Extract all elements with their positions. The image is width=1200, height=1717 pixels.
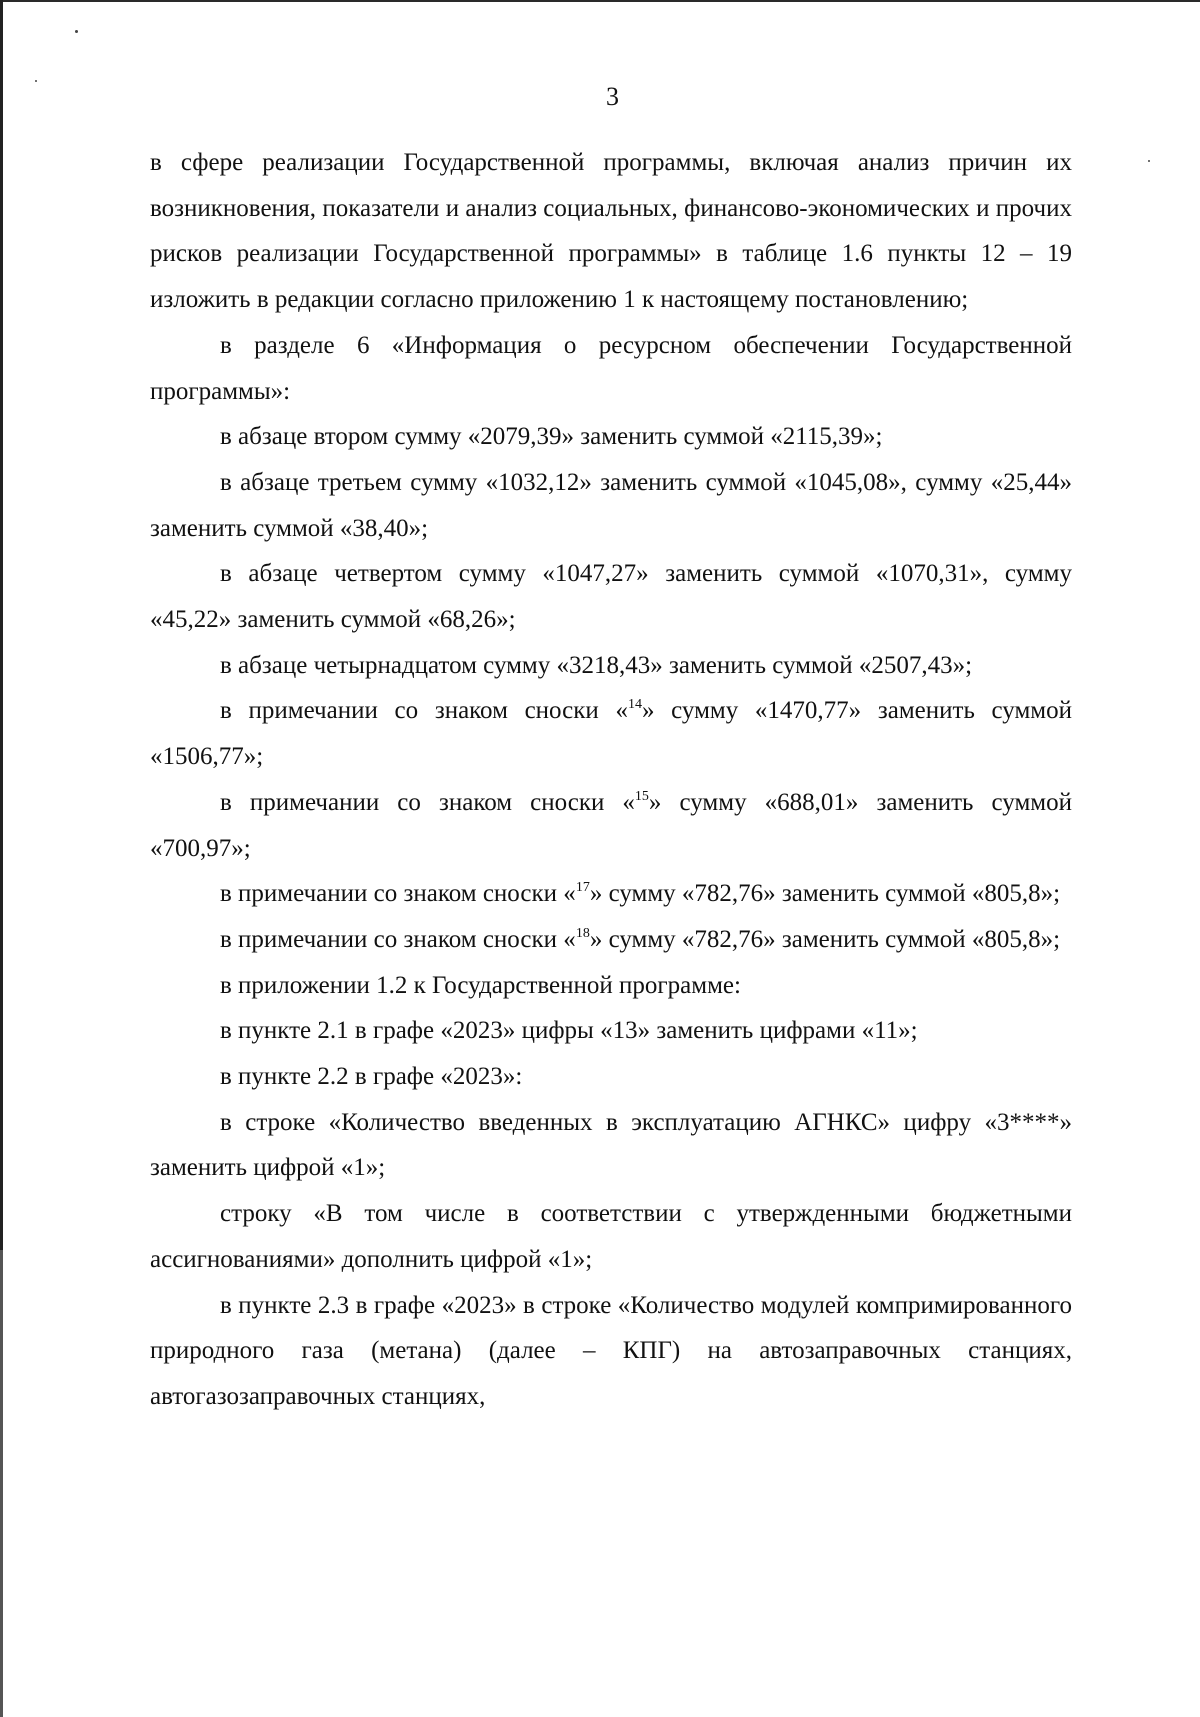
paragraph: строку «В том числе в соответствии с утвержденными бюджетными ассигнованиями» дополнить цифрой «1»;: [150, 1200, 1072, 1273]
scan-left-edge: [0, 0, 3, 1717]
footnote-mark: 17: [575, 880, 590, 896]
paragraph: [150, 688, 1072, 779]
paragraph: в сфере реализации Государственной программы, включая анализ причин их возникновения, показатели и анализ социальных, финансово-экономических и прочих рисков реализации Государственной программы» в таблице 1.6 пункты 12 – 19 изложить в редакции согласно приложению 1 к настоящему постановлению;: [150, 149, 1072, 314]
paragraph: в абзаце четырнадцатом сумму «3218,43» заменить суммой «2507,43»;: [220, 651, 973, 679]
paragraph-text: в примечании со знаком сноски «: [220, 697, 628, 725]
paragraph: в разделе 6 «Информация о ресурсном обеспечении Государственной программы»:: [150, 331, 1072, 405]
paragraph-text: » сумму «782,76» заменить суммой «805,8»;: [589, 925, 1061, 953]
scan-speck: [75, 30, 78, 33]
paragraph: в абзаце втором сумму «2079,39» заменить суммой «2115,39»;: [220, 423, 883, 451]
paragraph: [150, 917, 1072, 963]
paragraph: [150, 871, 1072, 917]
paragraph-text: в примечании со знаком сноски «: [220, 925, 576, 953]
paragraph: в пункте 2.3 в графе «2023» в строке «Количество модулей компримированного природного газа (метана) (далее – КПГ) на автозаправочных станциях, автогазозаправочных станциях,: [150, 1291, 1072, 1410]
paragraph: в строке «Количество введенных в эксплуатацию АГНКС» цифру «3****» заменить цифрой «1»;: [150, 1108, 1072, 1182]
footnote-mark: 15: [634, 788, 649, 804]
paragraph-text: в примечании со знаком сноски «: [220, 788, 635, 816]
paragraph-text: » сумму «688,01» заменить суммой «700,97»;: [150, 788, 1072, 862]
paragraph: в пункте 2.2 в графе «2023»:: [220, 1063, 523, 1091]
footnote-mark: 18: [575, 925, 590, 941]
page-number: 3: [606, 82, 619, 111]
paragraph: в приложении 1.2 к Государственной программе:: [220, 971, 741, 999]
footnote-mark: 14: [627, 697, 642, 713]
paragraph-text: в примечании со знаком сноски «: [220, 880, 576, 908]
document-body: [150, 140, 1072, 1420]
paragraph-text: » сумму «782,76» заменить суммой «805,8»;: [589, 880, 1061, 908]
scan-speck: [1148, 160, 1150, 162]
paragraph: в абзаце четвертом сумму «1047,27» заменить суммой «1070,31», сумму «45,22» заменить суммой «68,26»;: [150, 560, 1072, 634]
paragraph: в пункте 2.1 в графе «2023» цифры «13» заменить цифрами «11»;: [220, 1017, 918, 1045]
paragraph: [150, 780, 1072, 871]
paragraph: в абзаце третьем сумму «1032,12» заменить суммой «1045,08», сумму «25,44» заменить суммой «38,40»;: [150, 468, 1072, 542]
paragraph-text: » сумму «1470,77» заменить суммой «1506,77»;: [150, 697, 1072, 771]
scan-top-edge: [0, 0, 1200, 2]
